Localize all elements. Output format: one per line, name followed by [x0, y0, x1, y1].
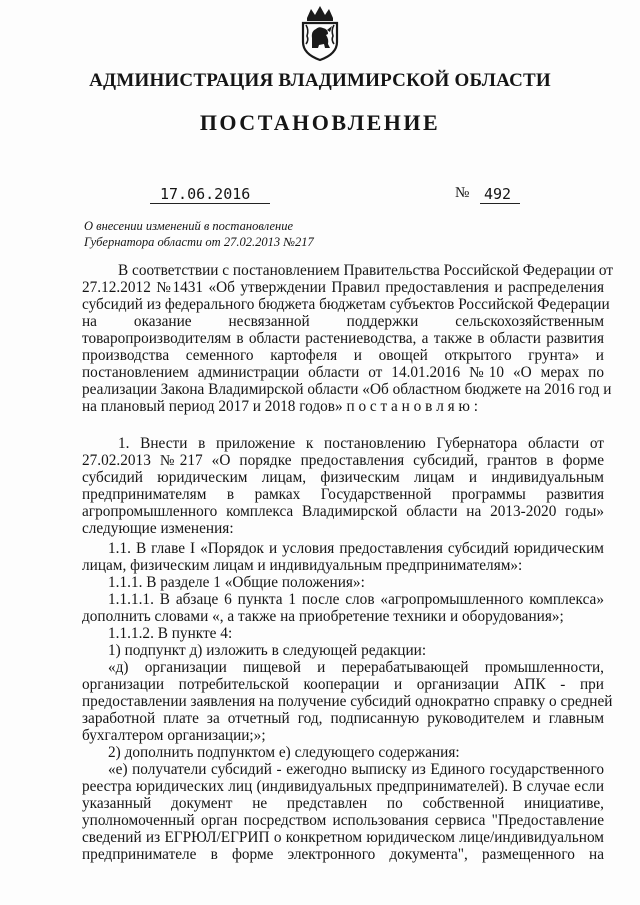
- body-line: субсидий из федерального бюджета бюджетам субъектов Российской Федерации: [82, 296, 610, 313]
- subject-line: О внесении изменений в постановление: [84, 219, 294, 233]
- body-line: дополнить словами «, а также на приобретение техники и оборудования»;: [82, 608, 564, 625]
- body-line: В соответствии с постановлением Правительства Российской Федерации от: [118, 262, 614, 279]
- organization-title: АДМИНИСТРАЦИЯ ВЛАДИМИРСКОЙ ОБЛАСТИ: [89, 70, 551, 91]
- body-line: следующие изменения:: [82, 520, 234, 537]
- body-line: «е) получатели субсидий - ежегодно выписку из Единого государственного: [108, 761, 604, 778]
- body-line: сведений из ЕГРЮЛ/ЕГРИП о конкретном юридическом лице/индивидуальном: [82, 829, 604, 846]
- body-line: реализации Закона Владимирской области «Об областном бюджете на 2016 год и: [82, 381, 612, 398]
- body-line: агропромышленного комплекса Владимирской области на 2013-2020 годы»: [82, 503, 604, 520]
- document-date: 17.06.2016: [150, 185, 270, 204]
- document-number: 492: [480, 185, 520, 204]
- body-line: 1.1.1.1. В абзаце 6 пункта 1 после слов «агропромышленного комплекса»: [108, 591, 604, 608]
- document-type-title: ПОСТАНОВЛЕНИЕ: [199, 110, 441, 135]
- coat-of-arms-emblem: [297, 4, 343, 62]
- document-subject: [84, 218, 314, 250]
- body-line: предпринимателям в рамках Государственной программы развития: [82, 486, 604, 503]
- body-line: 1. Внести в приложение к постановлению Губернатора области от: [118, 435, 604, 452]
- body-line: производства семенного картофеля и овощей открытого грунта» и: [82, 347, 604, 364]
- body-line: 27.02.2013 №217 «О порядке предоставления субсидий, грантов в форме: [82, 452, 604, 469]
- body-line: 1.1.1. В разделе 1 «Общие положения»:: [108, 574, 365, 591]
- subject-line: Губернатора области от 27.02.2013 №217: [84, 235, 314, 249]
- body-line: организации потребительской кооперации и организации АПК - при: [82, 676, 604, 693]
- body-line: на оказание несвязанной поддержки сельскохозяйственным: [82, 313, 604, 330]
- body-line: товаропроизводителям в области растениеводства, а также в области развития: [82, 330, 604, 347]
- body-line: реестра юридических лиц (индивидуальных предпринимателей). В случае если: [82, 778, 604, 795]
- body-line: 1.1.1.2. В пункте 4:: [108, 625, 233, 642]
- body-line: 2) дополнить подпунктом е) следующего содержания:: [108, 744, 460, 761]
- body-line: 1) подпункт д) изложить в следующей редакции:: [108, 642, 427, 659]
- body-line: уполномоченный орган посредством использования сервиса "Предоставление: [82, 812, 604, 829]
- body-line: субсидий юридическим лицам, физическим лицам и индивидуальным: [82, 469, 604, 486]
- body-line: 1.1. В главе I «Порядок и условия предоставления субсидий юридическим: [108, 540, 604, 557]
- body-line: предпринимателе в форме электронного документа", размещенного на: [82, 846, 604, 863]
- body-line: заработной плате за отчетный год, подписанную руководителем и главным: [82, 710, 604, 727]
- body-line: 27.12.2012 №1431 «Об утверждении Правил предоставления и распределения: [82, 279, 604, 296]
- body-line: постановлением администрации области от 14.01.2016 №10 «О мерах по: [82, 364, 604, 381]
- number-label: №: [455, 185, 470, 201]
- body-line: бухгалтером организации;»;: [82, 727, 266, 744]
- body-line: лицам, физическим лицам и индивидуальным предпринимателям»:: [82, 557, 523, 574]
- body-line: «д) организации пищевой и перерабатывающей промышленности,: [108, 659, 604, 676]
- body-line: на плановый период 2017 и 2018 годов» п о с т а н о в л я ю :: [82, 398, 479, 415]
- body-line: предоставлении заявления на получение субсидий однократно справку о средней: [82, 693, 613, 710]
- body-line: указанный документ не представлен по собственной инициативе,: [82, 795, 604, 812]
